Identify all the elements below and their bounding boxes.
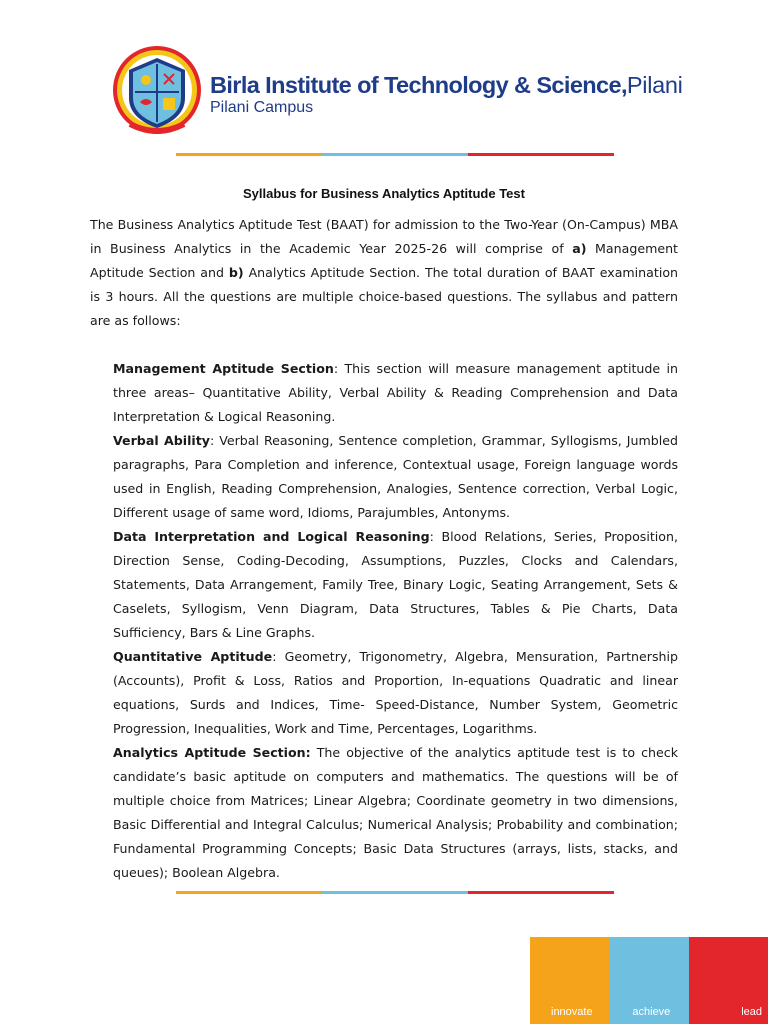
bits-logo [110, 44, 204, 136]
footer-achieve [609, 937, 688, 1024]
top-divider [176, 153, 614, 156]
footer-lead [689, 937, 768, 1024]
footer-tagline-block [530, 937, 768, 1024]
intro-marker-a: a) [572, 241, 587, 256]
institute-name [210, 72, 683, 99]
section-heading: Verbal Ability [113, 433, 210, 448]
institute-name-bold: Birla Institute of Technology & Science, [210, 72, 627, 98]
intro-marker-b: b) [228, 265, 244, 280]
institute-name-light: Pilani [626, 72, 683, 98]
section-heading: Management Aptitude Section [113, 361, 334, 376]
footer-word: lead [741, 1006, 762, 1018]
footer-word: innovate [551, 1006, 593, 1018]
section-body: Verbal Reasoning, Sentence completion, Grammar, Syllogisms, Jumbled paragraphs, Para Completion and inference, Contextual usage, Foreign language words used in English, Reading Comprehension, Analogies, Sentence correction, Verbal Logic, Different usage of same word, Idioms, Parajumbles, Antonyms. [113, 433, 679, 520]
intro-text-2: Management Aptitude Section and [90, 241, 678, 280]
footer-innovate [530, 937, 609, 1024]
section-quantitative-aptitude [113, 645, 678, 741]
section-body: Geometry, Trigonometry, Algebra, Mensuration, Partnership (Accounts), Profit & Loss, Ratios and Proportion, In-equations Quadratic and linear equations, Surds and Indices, Time- Speed-Distance, Number System, Geometric Progression, Inequalities, Work and Time, Percentages, Logarithms. [113, 649, 679, 736]
section-body: Blood Relations, Series, Proposition, Direction Sense, Coding-Decoding, Assumptions, Puzzles, Clocks and Calendars, Statements, Data Arrangement, Family Tree, Binary Logic, Seating Arrangement, Sets & Caselets, Syllogism, Venn Diagram, Data Structures, Tables & Pie Charts, Data Sufficiency, Bars & Line Graphs. [113, 529, 678, 640]
section-body: This section will measure management aptitude in three areas– Quantitative Ability, Verbal Ability & Reading Comprehension and Data Interpretation & Logical Reasoning. [113, 361, 678, 424]
page-header [110, 44, 690, 136]
syllabus-sections [113, 357, 678, 885]
section-heading: Quantitative Aptitude [113, 649, 273, 664]
section-heading: Analytics Aptitude Section: [113, 745, 311, 760]
section-analytics-aptitude [113, 741, 678, 885]
footer-word: achieve [632, 1006, 671, 1018]
separator: : [429, 529, 442, 544]
separator: : [209, 433, 220, 448]
section-body: The objective of the analytics aptitude test is to check candidate’s basic aptitude on computers and mathematics. The questions will be of multiple choice from Matrices; Linear Algebra; Coordinate geometry in two dimensions, Basic Differential and Integral Calculus; Numerical Analysis; Probability and combination; Fundamental Programming Concepts; Basic Data Structures (arrays, lists, stacks, and queues); Boolean Algebra. [113, 745, 678, 880]
document-title: Syllabus for Business Analytics Aptitude Test [243, 186, 525, 201]
bottom-divider [176, 891, 614, 894]
section-heading: Data Interpretation and Logical Reasoning [113, 529, 430, 544]
section-management-aptitude [113, 357, 678, 429]
intro-paragraph [90, 213, 678, 333]
separator: : [333, 361, 345, 376]
campus-name: Pilani Campus [210, 99, 314, 116]
section-data-interpretation [113, 525, 678, 645]
separator: : [272, 649, 285, 664]
intro-text-1: The Business Analytics Aptitude Test (BAAT) for admission to the Two-Year (On-Campus) MBA in Business Analytics in the Academic Year 2025-26 will comprise of [90, 217, 678, 256]
intro-text-3: Analytics Aptitude Section. The total duration of BAAT examination is 3 hours. All the questions are multiple choice-based questions. The syllabus and pattern are as follows: [90, 265, 679, 328]
section-verbal-ability [113, 429, 678, 525]
